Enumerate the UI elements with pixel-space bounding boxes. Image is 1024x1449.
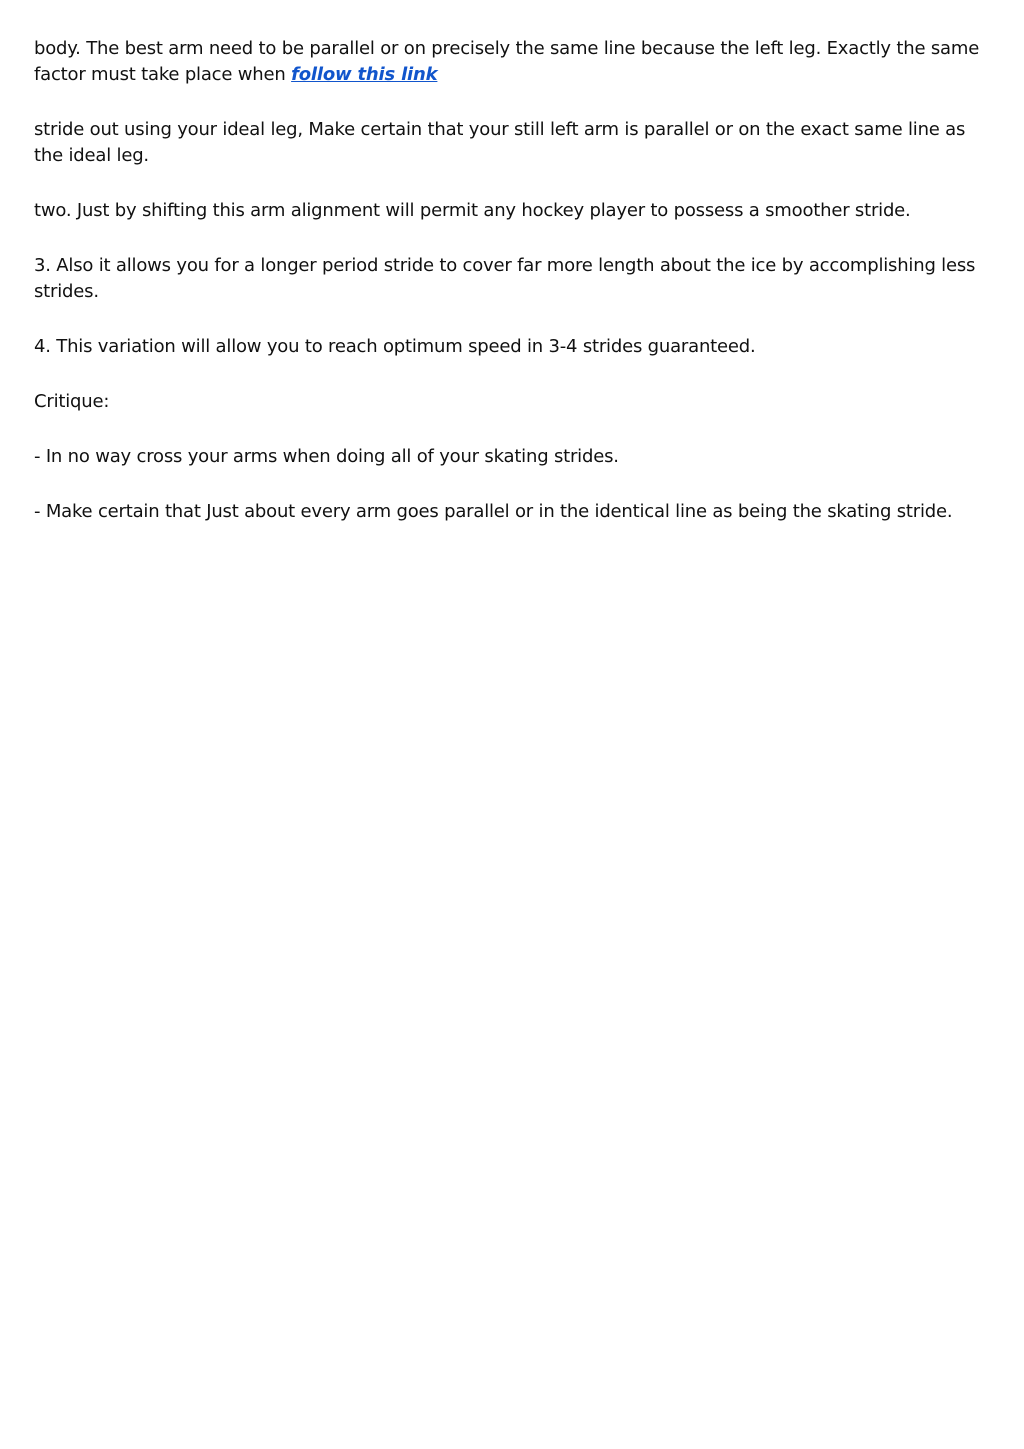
paragraph-item-four: 4. This variation will allow you to reach optimum speed in 3-4 strides guaranteed. xyxy=(34,336,756,357)
critique-item-parallel-arm: - Make certain that Just about every arm goes parallel or in the identical line as being the skating stride. xyxy=(34,501,953,522)
critique-heading: Critique: xyxy=(34,391,110,412)
paragraph-text: body. The best arm need to be parallel or on precisely the same line because the left leg. Exactly the same factor must take place when xyxy=(34,38,980,85)
paragraph-item-three: 3. Also it allows you for a longer period stride to cover far more length about the ice by accomplishing less strides. xyxy=(34,255,976,302)
critique-item-cross-arms: - In no way cross your arms when doing all of your skating strides. xyxy=(34,446,619,467)
document-body xyxy=(34,36,994,554)
follow-this-link[interactable]: follow this link xyxy=(291,64,438,85)
paragraph-body-arm xyxy=(34,36,994,88)
paragraph-item-two: two. Just by shifting this arm alignment will permit any hockey player to possess a smoother stride. xyxy=(34,200,911,221)
paragraph-stride-out: stride out using your ideal leg, Make certain that your still left arm is parallel or on the exact same line as the ideal leg. xyxy=(34,119,966,166)
